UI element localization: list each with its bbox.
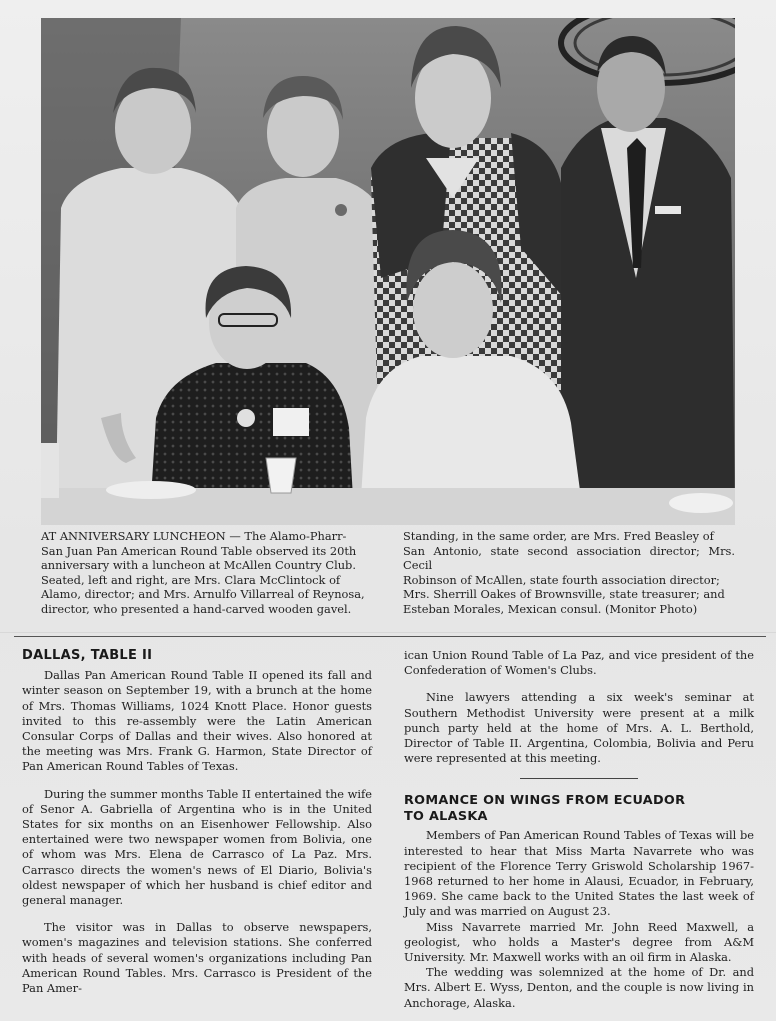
paper-fold	[0, 632, 776, 633]
photo-drawing	[41, 18, 735, 525]
caption-line: Seated, left and right, are Mrs. Clara McClintock of	[41, 572, 341, 587]
photo-caption-right	[403, 529, 735, 617]
caption-line: Esteban Morales, Mexican consul. (Monitor Photo)	[403, 601, 698, 616]
article-paragraph: Dallas Pan American Round Table II opened its fall and winter season on September 19, with a brunch at the home of Mrs. Thomas Williams, 1024 Knott Place. Honor guests invited to this re-assembly were the Latin American Consular Corps of Dallas and their wives. Also honored at the meeting was Mrs. Frank G. Harmon, State Director of Pan American Round Tables of Texas.	[22, 668, 372, 774]
headline-line: ROMANCE ON WINGS FROM ECUADOR	[404, 793, 686, 809]
caption-line: Alamo, director; and Mrs. Arnulfo Villarreal of Reynosa,	[41, 587, 365, 602]
article-paragraph: During the summer months Table II entertained the wife of Senor A. Gabriella of Argentina who is in the United States for six months on an Eisenhower Fellowship. Also entertained were two newspaper women from Bolivia, one of whom was Mrs. Elena de Carrasco of La Paz. Mrs. Carrasco directs the women's news of El Diario, Bolivia's oldest newspaper of which her husband is chief editor and general manager.	[22, 786, 372, 908]
caption-line: Robinson of McAllen, state fourth association director;	[403, 572, 720, 587]
article-paragraph: The visitor was in Dallas to observe newspapers, women's magazines and television stations. She conferred with heads of several women's organizations including Pan American Round Tables. Mrs. Carrasco is President of the Pan Amer-	[22, 920, 372, 996]
article-divider	[520, 778, 638, 779]
caption-line: San Juan Pan American Round Table observed its 20th	[41, 543, 357, 558]
caption-line: director, who presented a hand-carved wooden gavel.	[41, 601, 352, 616]
luncheon-photo	[41, 18, 735, 525]
section-divider	[14, 636, 766, 637]
article-paragraph-continued: ican Union Round Table of La Paz, and vice president of the Confederation of Women's Clubs.	[404, 648, 754, 678]
article-headline	[404, 793, 754, 825]
caption-line: San Antonio, state second association director; Mrs. Cecil	[403, 543, 735, 573]
article-dallas	[22, 648, 372, 996]
headline-line: TO ALASKA	[404, 809, 488, 825]
article-paragraph: The wedding was solemnized at the home of Dr. and Mrs. Albert E. Wyss, Denton, and the couple is now living in Anchorage, Alaska.	[404, 965, 754, 1010]
article-paragraph: Miss Navarrete married Mr. John Reed Maxwell, a geologist, who holds a Master's degree from A&M University. Mr. Maxwell works with an oil firm in Alaska.	[404, 919, 754, 965]
article-column-right	[404, 648, 754, 1011]
photo-caption-left	[41, 529, 370, 617]
caption-line: AT ANNIVERSARY LUNCHEON — The Alamo-Pharr-	[41, 529, 347, 543]
caption-line: Standing, in the same order, are Mrs. Fred Beasley of	[403, 529, 714, 543]
article-paragraph: Nine lawyers attending a six week's seminar at Southern Methodist University were present at a milk punch party held at the home of Mrs. A. L. Berthold, Director of Table II. Argentina, Colombia, Bolivia and Peru were represented at this meeting.	[404, 690, 754, 766]
article-headline: DALLAS, TABLE II	[22, 648, 153, 663]
article-paragraph: Members of Pan American Round Tables of Texas will be interested to hear that Miss Marta Navarrete who was recipient of the Florence Terry Griswold Scholarship 1967-1968 returned to her home in Alausi, Ecuador, in February, 1969. She came back to the United States the last week of July and was married on August 23.	[404, 828, 754, 919]
caption-line: Mrs. Sherrill Oakes of Brownsville, state treasurer; and	[403, 587, 725, 602]
caption-line: anniversary with a luncheon at McAllen Country Club.	[41, 558, 356, 573]
